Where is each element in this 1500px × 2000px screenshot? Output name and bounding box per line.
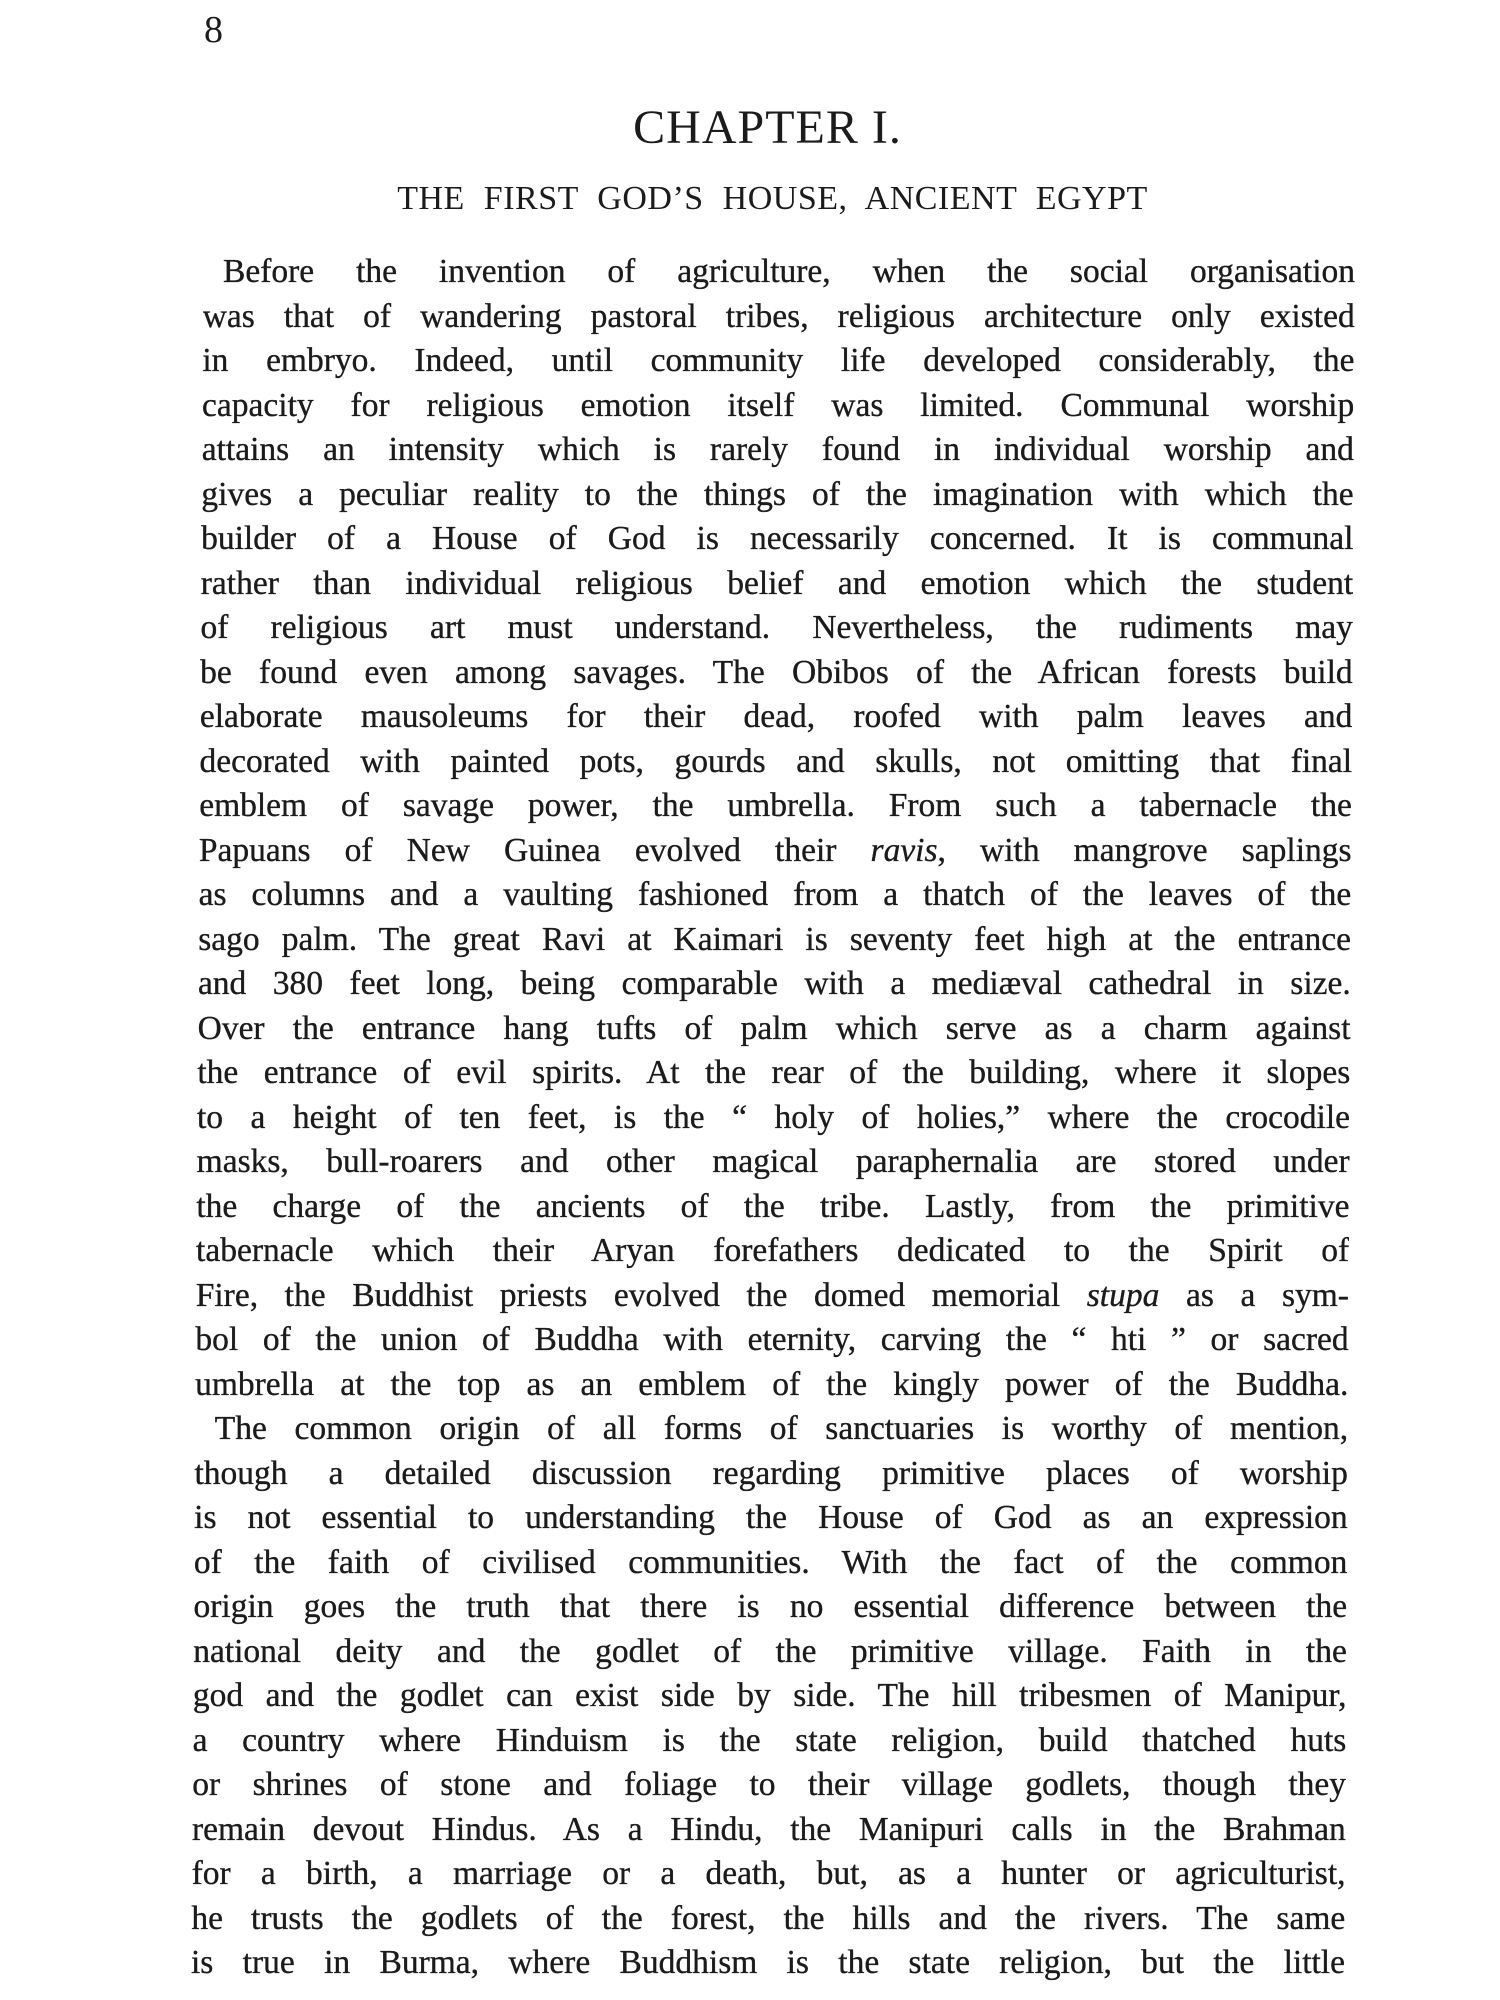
text-line: tabernacle which their Aryan forefathers dedicated to the Spirit of bbox=[196, 1232, 1350, 1269]
page-number: 8 bbox=[204, 9, 223, 51]
text-line: of the faith of civilised communities. With the fact of the common bbox=[193, 1543, 1348, 1581]
text-line: masks, bull-roarers and other magical paraphernalia are stored under bbox=[196, 1143, 1350, 1180]
text-line: though a detailed discussion regarding primitive places of worship bbox=[194, 1454, 1348, 1492]
text-line: is true in Burma, where Buddhism is the state religion, but the little bbox=[191, 1944, 1345, 1981]
text-line: capacity for religious emotion itself was limited. Communal worship bbox=[202, 386, 1355, 424]
text-line: of religious art must understand. Nevertheless, the rudiments may bbox=[200, 609, 1353, 646]
text-line: or shrines of stone and foliage to their village godlets, though they bbox=[192, 1766, 1347, 1803]
text-line: gives a peculiar reality to the things of the imagination with which the bbox=[201, 475, 1354, 513]
text-segment: Fire, the Buddhist priests evolved the domed memorial bbox=[195, 1276, 1087, 1314]
text-segment: as a sym- bbox=[1159, 1276, 1349, 1314]
paragraph-first-line: Before the invention of agriculture, when the social organisation bbox=[223, 253, 1355, 290]
paragraph-first-line: The common origin of all forms of sanctuaries is worthy of mention, bbox=[214, 1410, 1349, 1447]
chapter-title: CHAPTER I. bbox=[633, 101, 902, 154]
text-line: is not essential to understanding the House of God as an expression bbox=[194, 1499, 1348, 1536]
text-line: and 380 feet long, being comparable with a mediæval cathedral in size. bbox=[197, 965, 1351, 1002]
text-line: the charge of the ancients of the tribe. Lastly, from the primitive bbox=[196, 1187, 1350, 1225]
text-line: in embryo. Indeed, until community life developed considerably, the bbox=[202, 342, 1355, 379]
text-line: rather than individual religious belief and emotion which the student bbox=[200, 564, 1354, 602]
text-line: bol of the union of Buddha with eternity, carving the “ hti ” or sacred bbox=[195, 1321, 1349, 1358]
text-line: remain devout Hindus. As a Hindu, the Manipuri calls in the Brahman bbox=[191, 1810, 1346, 1848]
text-line: the entrance of evil spirits. At the rear of the building, where it slopes bbox=[197, 1054, 1351, 1091]
italic-term: ravis bbox=[870, 831, 938, 869]
text-line: Over the entrance hang tufts of palm which serve as a charm against bbox=[197, 1009, 1351, 1047]
text-line: as columns and a vaulting fashioned from a thatch of the leaves of the bbox=[198, 876, 1352, 913]
text-line: emblem of savage power, the umbrella. From such a tabernacle the bbox=[199, 787, 1352, 824]
text-line: builder of a House of God is necessarily concerned. It is communal bbox=[201, 520, 1354, 557]
text-line bbox=[196, 1276, 1349, 1318]
text-line: umbrella at the top as an emblem of the kingly power of the Buddha. bbox=[195, 1365, 1349, 1403]
text-line: be found even among savages. The Obibos of the African forests build bbox=[200, 653, 1353, 691]
text-line: attains an intensity which is rarely found in individual worship and bbox=[201, 431, 1354, 468]
text-line: sago palm. The great Ravi at Kaimari is seventy feet high at the entrance bbox=[198, 920, 1352, 958]
text-line: a country where Hinduism is the state religion, build thatched huts bbox=[192, 1721, 1347, 1759]
chapter-subtitle: THE FIRST GOD’S HOUSE, ANCIENT EGYPT bbox=[397, 180, 1148, 217]
text-segment: Papuans of New Guinea evolved their bbox=[198, 831, 871, 869]
text-line: decorated with painted pots, gourds and skulls, not omitting that final bbox=[199, 742, 1353, 780]
text-line: he trusts the godlets of the forest, the hills and the rivers. The same bbox=[191, 1899, 1346, 1937]
text-line: for a birth, a marriage or a death, but, as a hunter or agriculturist, bbox=[191, 1855, 1346, 1892]
text-line: god and the godlet can exist side by side. The hill tribesmen of Manipur, bbox=[192, 1677, 1347, 1714]
italic-term: stupa bbox=[1086, 1276, 1160, 1314]
text-line: origin goes the truth that there is no essential difference between the bbox=[193, 1588, 1348, 1625]
text-line: to a height of ten feet, is the “ holy of holies,” where the crocodile bbox=[197, 1098, 1350, 1136]
text-line: was that of wandering pastoral tribes, religious architecture only existed bbox=[202, 297, 1355, 335]
text-segment: , with mangrove saplings bbox=[937, 831, 1352, 869]
text-line bbox=[199, 831, 1352, 873]
text-line: national deity and the godlet of the primitive village. Faith in the bbox=[193, 1632, 1347, 1670]
text-line: elaborate mausoleums for their dead, roofed with palm leaves and bbox=[199, 698, 1353, 735]
